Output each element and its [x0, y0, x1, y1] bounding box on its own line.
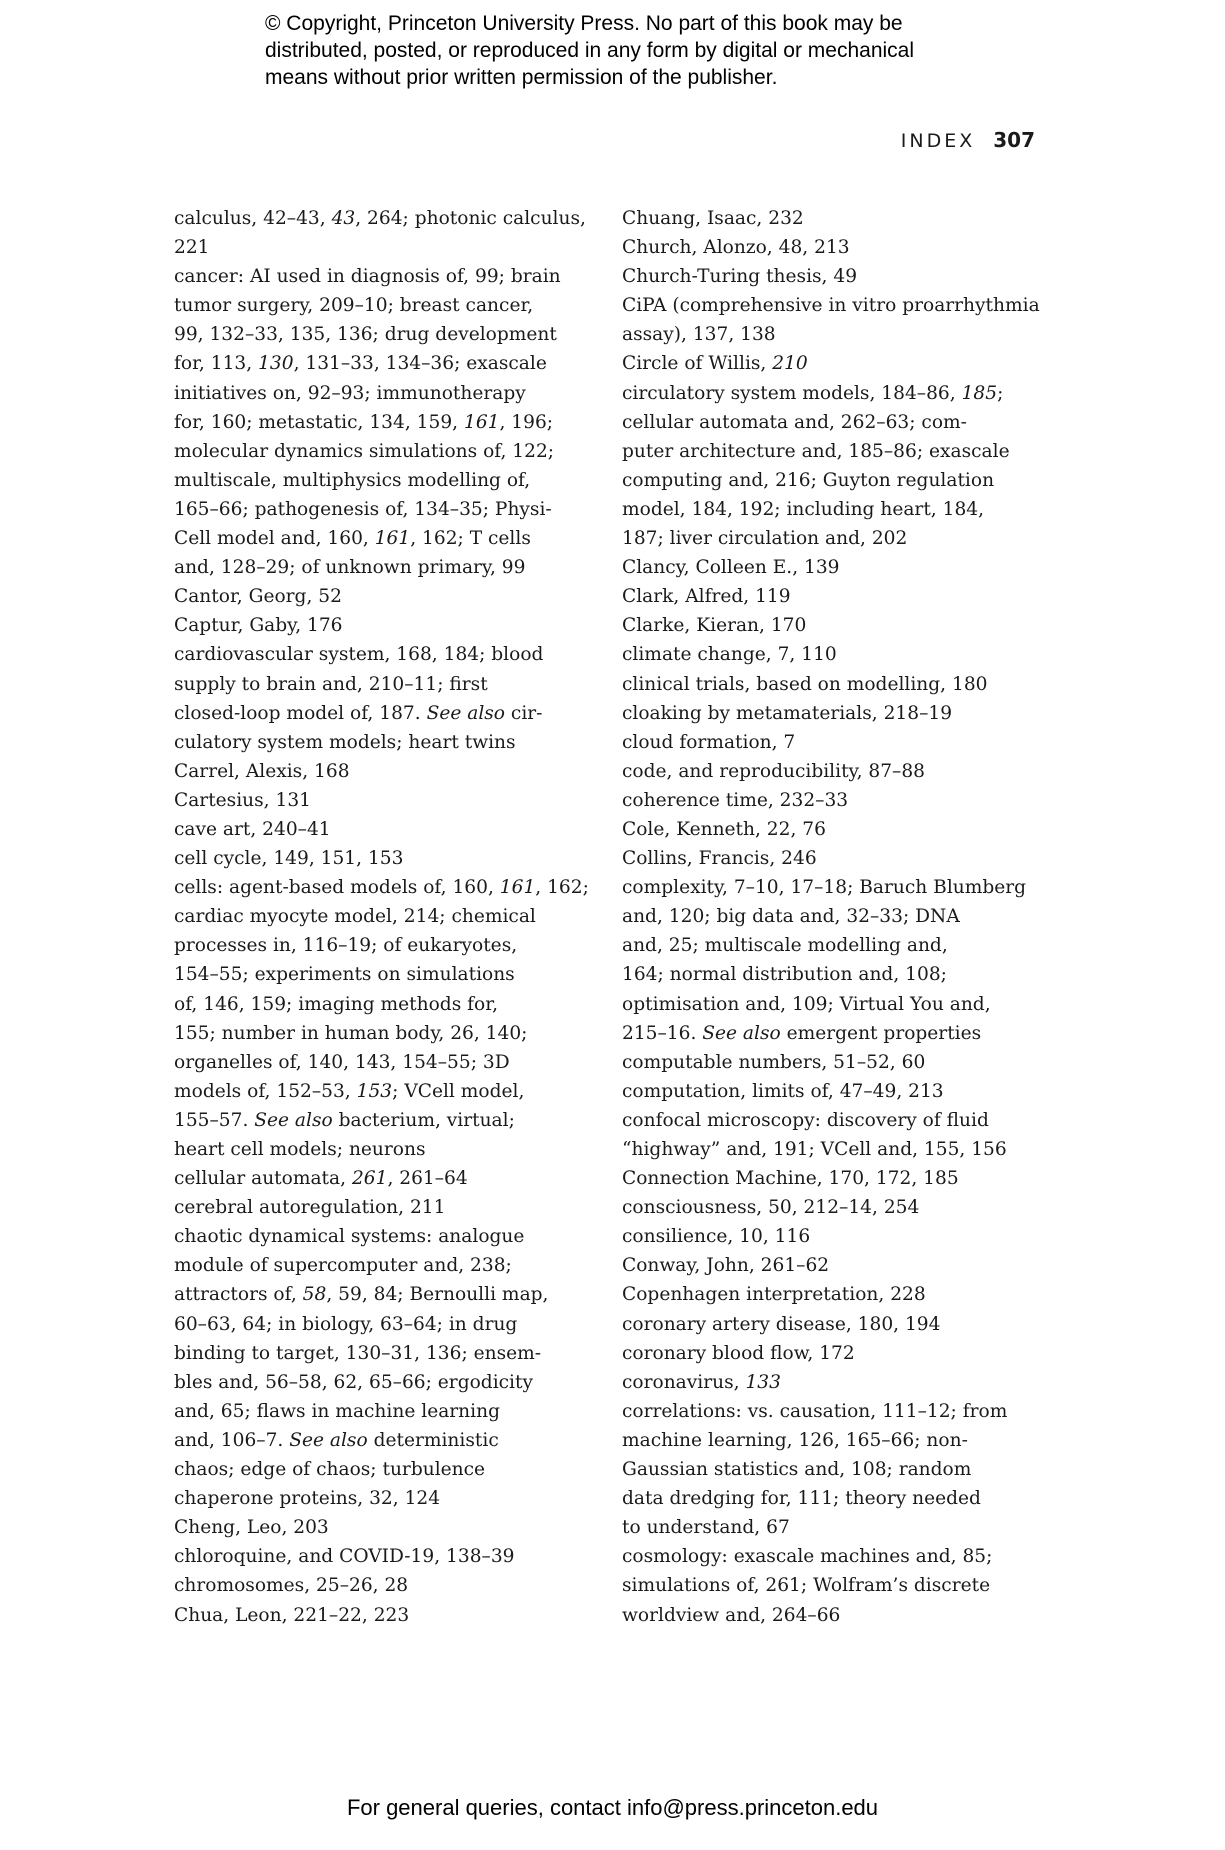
index-entry-line: organelles of, 140, 143, 154–55; 3D [174, 1051, 510, 1073]
index-entry-line: computing and, 216; Guyton regulation [622, 469, 995, 491]
index-entry-line: circulatory system models, 184–86, 185; [622, 382, 1004, 404]
index-entry [622, 873, 1042, 1048]
index-entry-line: consilience, 10, 116 [622, 1226, 811, 1248]
index-entry [622, 1164, 1042, 1193]
index-entry-line: Cole, Kenneth, 22, 76 [622, 818, 826, 840]
index-entry-line: chloroquine, and COVID-19, 138–39 [174, 1546, 515, 1568]
index-entry [174, 204, 594, 262]
index-entry-line: Connection Machine, 170, 172, 185 [622, 1168, 959, 1190]
index-entry-line: to understand, 67 [622, 1517, 790, 1539]
index-entry-line: 155–57. See also bacterium, virtual; [174, 1109, 515, 1131]
index-entry-line: Church, Alonzo, 48, 213 [622, 237, 850, 259]
running-head [901, 128, 1035, 152]
index-entry-line: optimisation and, 109; Virtual You and, [622, 993, 991, 1015]
index-entry-line: Chuang, Isaac, 232 [622, 208, 804, 229]
index-entry [174, 582, 594, 611]
index-entry-line: 165–66; pathogenesis of, 134–35; Physi- [174, 498, 552, 520]
index-entry-line: cosmology: exascale machines and, 85; [622, 1546, 993, 1568]
index-entry [622, 553, 1042, 582]
index-entry-line: models of, 152–53, 153; VCell model, [174, 1080, 525, 1102]
index-entry [174, 1571, 594, 1600]
index-entry-line: binding to target, 130–31, 136; ensem- [174, 1342, 542, 1364]
index-entry-line: coronary artery disease, 180, 194 [622, 1313, 941, 1335]
page-number: 307 [993, 128, 1035, 152]
index-entry [622, 1106, 1042, 1164]
index-entry-line: coherence time, 232–33 [622, 789, 849, 811]
index-entry [622, 349, 1042, 378]
index-entry-line: “highway” and, 191; VCell and, 155, 156 [622, 1139, 1007, 1160]
index-entry-line: Copenhagen interpretation, 228 [622, 1284, 926, 1306]
index-entry-line: multiscale, multiphysics modelling of, [174, 469, 531, 491]
index-entry-line: data dredging for, 111; theory needed [622, 1488, 981, 1510]
index-entry-line: 164; normal distribution and, 108; [622, 964, 947, 986]
index-entry-line: machine learning, 126, 165–66; non- [622, 1429, 968, 1451]
index-entry-line: Church-Turing thesis, 49 [622, 266, 858, 288]
index-entry-line: 99, 132–33, 135, 136; drug development [174, 324, 557, 346]
index-column-left [174, 204, 594, 1630]
index-entry-line: coronavirus, 133 [622, 1371, 781, 1393]
index-entry-line: model, 184, 192; including heart, 184, [622, 498, 985, 520]
footer-contact: For general queries, contact info@press.princeton.edu [346, 1795, 879, 1820]
index-entry [174, 611, 594, 640]
index-entry-line: Collins, Francis, 246 [622, 848, 817, 870]
index-entry-line: initiatives on, 92–93; immunotherapy [174, 382, 526, 404]
index-entry [622, 786, 1042, 815]
index-entry-line: cells: agent-based models of, 160, 161, 162; [174, 877, 589, 899]
index-entry-line: Conway, John, 261–62 [622, 1255, 830, 1277]
index-entry-line: Cheng, Leo, 203 [174, 1517, 329, 1539]
index-entry-line: culatory system models; heart twins [174, 731, 516, 753]
index-entry-line: climate change, 7, 110 [622, 644, 837, 666]
index-entry-line: and, 128–29; of unknown primary, 99 [174, 557, 526, 579]
index-entry-line: chaos; edge of chaos; turbulence [174, 1459, 486, 1481]
index-entry-line: module of supercomputer and, 238; [174, 1255, 512, 1277]
index-entry-line: cave art, 240–41 [174, 818, 331, 840]
index-entry-line: for, 113, 130, 131–33, 134–36; exascale [174, 353, 547, 375]
index-entry-line: of, 146, 159; imaging methods for, [174, 993, 498, 1015]
index-entry-line: calculus, 42–43, 43, 264; photonic calculus, [174, 208, 586, 229]
index-entry-line: Gaussian statistics and, 108; random [622, 1459, 972, 1481]
index-entry [622, 611, 1042, 640]
index-entry-line: cell cycle, 149, 151, 153 [174, 848, 404, 870]
index-entry-line: Cell model and, 160, 161, 162; T cells [174, 528, 531, 550]
index-entry-line: clinical trials, based on modelling, 180 [622, 673, 988, 695]
index-entry-line: worldview and, 264–66 [622, 1604, 841, 1626]
index-entry [622, 757, 1042, 786]
index-entry [622, 1542, 1042, 1629]
index-entry [622, 262, 1042, 291]
index-entry [174, 757, 594, 786]
index-entry-line: cellular automata and, 262–63; com- [622, 411, 967, 433]
index-entry-line: complexity, 7–10, 17–18; Baruch Blumberg [622, 877, 1027, 899]
index-entry-line: tumor surgery, 209–10; breast cancer, [174, 295, 534, 317]
index-entry-line: 187; liver circulation and, 202 [622, 528, 908, 550]
index-entry [622, 291, 1042, 349]
index-entry [174, 1193, 594, 1222]
index-entry-line: attractors of, 58, 59, 84; Bernoulli map, [174, 1284, 549, 1306]
copyright-line: distributed, posted, or reproduced in any form by digital or mechanical [265, 39, 915, 62]
copyright-line: means without prior written permission of the publisher. [265, 66, 778, 89]
index-entry-line: and, 106–7. See also deterministic [174, 1429, 499, 1451]
index-entry-line: cloud formation, 7 [622, 731, 796, 753]
index-entry-line: Cantor, Georg, 52 [174, 586, 342, 608]
index-entry [622, 728, 1042, 757]
index-entry-line: and, 65; flaws in machine learning [174, 1400, 500, 1422]
index-entry-line: Carrel, Alexis, 168 [174, 760, 350, 782]
index-entry-line: supply to brain and, 210–11; first [174, 673, 488, 695]
index-entry-line: and, 25; multiscale modelling and, [622, 935, 948, 957]
index-entry [174, 1222, 594, 1484]
index-entry [174, 1601, 594, 1630]
index-entry-line: assay), 137, 138 [622, 324, 776, 346]
index-entry-line: Clarke, Kieran, 170 [622, 615, 807, 637]
index-entry-line: Circle of Willis, 210 [622, 353, 808, 375]
index-entry [622, 1048, 1042, 1077]
index-entry-line: simulations of, 261; Wolfram’s discrete [622, 1575, 991, 1597]
index-entry [622, 233, 1042, 262]
index-entry-line: heart cell models; neurons [174, 1139, 426, 1160]
index-entry-line: bles and, 56–58, 62, 65–66; ergodicity [174, 1371, 533, 1393]
index-entry [174, 1484, 594, 1513]
copyright-line: © Copyright, Princeton University Press. No part of this book may be [265, 12, 903, 35]
index-entry-line: cancer: AI used in diagnosis of, 99; brain [174, 266, 561, 288]
index-entry-line: cardiovascular system, 168, 184; blood [174, 644, 544, 666]
index-entry-line: confocal microscopy: discovery of fluid [622, 1109, 989, 1131]
index-entry-line: consciousness, 50, 212–14, 254 [622, 1197, 920, 1219]
copyright-notice [265, 10, 1025, 91]
index-entry [622, 1251, 1042, 1280]
index-entry-line: closed-loop model of, 187. See also cir- [174, 702, 543, 724]
index-entry [174, 1513, 594, 1542]
index-entry-line: computable numbers, 51–52, 60 [622, 1051, 926, 1073]
index-entry-line: 215–16. See also emergent properties [622, 1022, 982, 1044]
index-entry-line: chromosomes, 25–26, 28 [174, 1575, 409, 1597]
index-entry [622, 1397, 1042, 1542]
index-entry-line: Captur, Gaby, 176 [174, 615, 343, 637]
index-entry-line: 60–63, 64; in biology, 63–64; in drug [174, 1313, 518, 1335]
index-entry-line: coronary blood flow, 172 [622, 1342, 855, 1364]
index-entry [622, 582, 1042, 611]
index-entry [622, 1193, 1042, 1222]
index-entry [622, 640, 1042, 669]
index-entry [174, 1542, 594, 1571]
index-entry [622, 1077, 1042, 1106]
index-entry-line: Chua, Leon, 221–22, 223 [174, 1604, 410, 1626]
index-entry [174, 640, 594, 756]
index-entry-line: for, 160; metastatic, 134, 159, 161, 196; [174, 411, 554, 433]
index-entry-line: and, 120; big data and, 32–33; DNA [622, 906, 960, 928]
index-entry [622, 1222, 1042, 1251]
index-entry-line: Clancy, Colleen E., 139 [622, 557, 840, 579]
index-entry [622, 1368, 1042, 1397]
index-entry [622, 699, 1042, 728]
index-entry [174, 815, 594, 844]
index-entry [622, 815, 1042, 844]
index-entry-line: puter architecture and, 185–86; exascale [622, 440, 1010, 462]
index-entry [174, 873, 594, 1164]
index-entry-line: 221 [174, 237, 210, 259]
index-entry [622, 844, 1042, 873]
index-entry-line: molecular dynamics simulations of, 122; [174, 440, 555, 462]
index-entry [174, 786, 594, 815]
index-entry [174, 1164, 594, 1193]
index-column-right [622, 204, 1042, 1630]
index-entry-line: Cartesius, 131 [174, 789, 311, 811]
index-entry [622, 379, 1042, 554]
index-entry [622, 670, 1042, 699]
index-entry [622, 1339, 1042, 1368]
index-entry-line: cardiac myocyte model, 214; chemical [174, 906, 536, 928]
index-entry-line: chaperone proteins, 32, 124 [174, 1488, 441, 1510]
index-entry [622, 1280, 1042, 1309]
index-entry-line: cerebral autoregulation, 211 [174, 1197, 446, 1219]
index-entry-line: 154–55; experiments on simulations [174, 964, 515, 986]
index-entry-line: correlations: vs. causation, 111–12; from [622, 1400, 1008, 1422]
index-entry-line: computation, limits of, 47–49, 213 [622, 1080, 944, 1102]
index-entry-line: code, and reproducibility, 87–88 [622, 760, 926, 782]
index-entry-line: CiPA (comprehensive in vitro proarrhythmia [622, 295, 1040, 317]
index-entry [622, 204, 1042, 233]
section-label: INDEX [900, 130, 976, 152]
index-entry-line: Clark, Alfred, 119 [622, 586, 791, 608]
index-entry-line: cloaking by metamaterials, 218–19 [622, 702, 953, 724]
index-entry [174, 844, 594, 873]
index-entry-line: processes in, 116–19; of eukaryotes, [174, 935, 518, 957]
index-entry-line: chaotic dynamical systems: analogue [174, 1226, 525, 1248]
index-entry [174, 262, 594, 582]
index-entry [622, 1310, 1042, 1339]
index-entry-line: 155; number in human body, 26, 140; [174, 1022, 528, 1044]
index-entry-line: cellular automata, 261, 261–64 [174, 1168, 468, 1190]
